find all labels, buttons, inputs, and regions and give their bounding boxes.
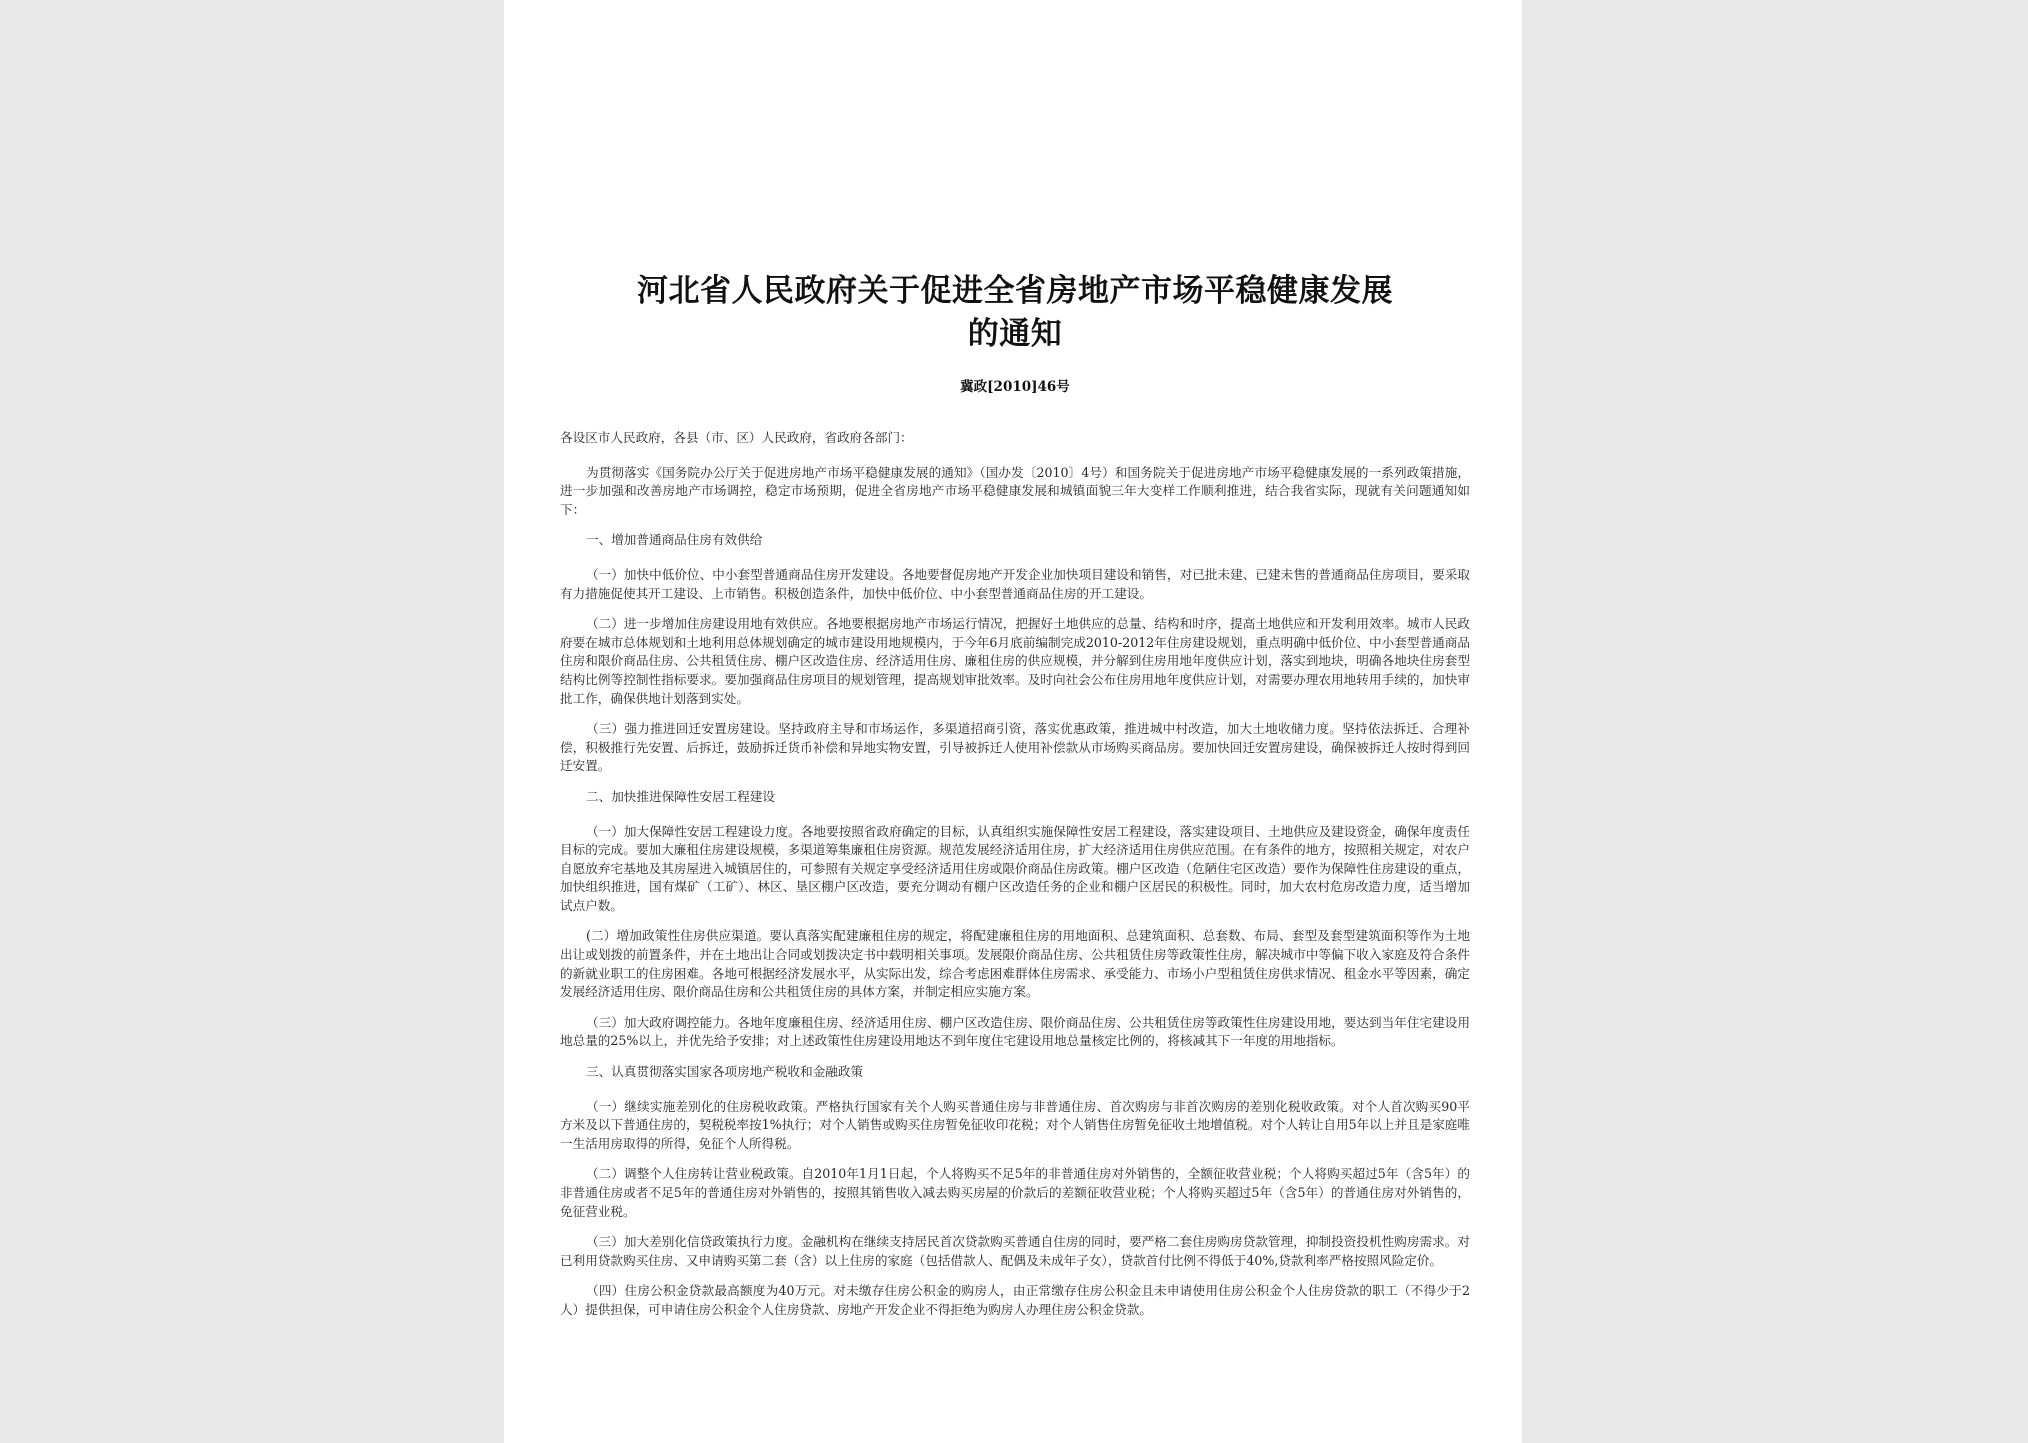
paragraph: （二）调整个人住房转让营业税政策。自2010年1月1日起，个人将购买不足5年的非普通住房对外销售的，全额征收营业税；个人将购买超过5年（含5年）的非普通住房或者不足5年的普通住房对外销售的，按照其销售收入减去购买房屋的价款后的差额征收营业税；个人将购买超过5年（含5年）的普通住房对外销售的，免征营业税。 xyxy=(560,1166,1470,1219)
section-heading: 二、加快推进保障性安居工程建设 xyxy=(586,788,775,804)
paragraph: （二）进一步增加住房建设用地有效供应。各地要根据房地产市场运行情况，把握好土地供应的总量、结构和时序，提高土地供应和开发利用效率。城市人民政府要在城市总体规划和土地利用总体规划确定的城市建设用地规模内，于今年6月底前编制完成2010-2012年住房建设规划，重点明确中低价位、中小套型普通商品住房和限价商品住房、公共租赁住房、棚户区改造住房、经济适用住房、廉租住房的供应规模，并分解到住房用地年度供应计划，落实到地块，明确各地块住房套型结构比例等控制性指标要求。要加强商品住房项目的规划管理，提高规划审批效率。及时向社会公布住房用地年度供应计划，对需要办理农用地转用手续的，加快审批工作，确保供地计划落到实处。 xyxy=(560,616,1470,706)
addressee: 各设区市人民政府，各县（市、区）人民政府，省政府各部门： xyxy=(560,430,913,445)
intro-paragraph: 为贯彻落实《国务院办公厅关于促进房地产市场平稳健康发展的通知》（国办发〔2010〕4号）和国务院关于促进房地产市场平稳健康发展的一系列政策措施，进一步加强和改善房地产市场调控，稳定市场预期，促进全省房地产市场平稳健康发展和城镇面貌三年大变样工作顺利推进，结合我省实际，现就有关问题通知如下： xyxy=(560,464,1470,517)
title-line-1: 河北省人民政府关于促进全省房地产市场平稳健康发展 xyxy=(637,273,1393,309)
paragraph: (二）增加政策性住房供应渠道。要认真落实配建廉租住房的规定，将配建廉租住房的用地面积、总建筑面积、总套数、布局、套型及套型建筑面积等作为土地出让或划拨的前置条件，并在土地出让合同或划拨决定书中载明相关事项。发展限价商品住房、公共租赁住房等政策性住房，解决城市中等偏下收入家庭及符合条件的新就业职工的住房困难。各地可根据经济发展水平，从实际出发，综合考虑困难群体住房需求、承受能力、市场小户型租赁住房供求情况、租金水平等因素，确定发展经济适用住房、限价商品住房和公共租赁住房的具体方案，并制定相应实施方案。 xyxy=(560,928,1470,1000)
paragraph: （三）强力推进回迁安置房建设。坚持政府主导和市场运作，多渠道招商引资，落实优惠政策，推进城中村改造，加大土地收储力度。坚持依法拆迁、合理补偿，积极推行先安置、后拆迁，鼓励拆迁货币补偿和异地实物安置，引导被拆迁人使用补偿款从市场购买商品房。要加快回迁安置房建设，确保被拆迁人按时得到回迁安置。 xyxy=(560,721,1470,774)
section-heading: 一、增加普通商品住房有效供给 xyxy=(586,532,763,548)
paragraph: （一）加大保障性安居工程建设力度。各地要按照省政府确定的目标，认真组织实施保障性安居工程建设，落实建设项目、土地供应及建设资金，确保年度责任目标的完成。要加大廉租住房建设规模，多渠道筹集廉租住房资源。规范发展经济适用住房，扩大经济适用住房供应范围。在有条件的地方，按照相关规定，对农户自愿放弃宅基地及其房屋进入城镇居住的，可参照有关规定享受经济适用住房或限价商品住房政策。棚户区改造（危陋住宅区改造）要作为保障性住房建设的重点，加快组织推进，国有煤矿（工矿）、林区、垦区棚户区改造，要充分调动有棚户区改造任务的企业和棚户区居民的积极性。同时，加大农村危房改造力度，适当增加试点户数。 xyxy=(560,823,1470,913)
section-heading: 三、认真贯彻落实国家各项房地产税收和金融政策 xyxy=(586,1064,864,1080)
paragraph: （四）住房公积金贷款最高额度为40万元。对未缴存住房公积金的购房人，由正常缴存住房公积金且未申请使用住房公积金个人住房贷款的职工（不得少于2人）提供担保，可申请住房公积金个人住房贷款、房地产开发企业不得拒绝为购房人办理住房公积金贷款。 xyxy=(560,1283,1470,1317)
paragraph: （三）加大差别化信贷政策执行力度。金融机构在继续支持居民首次贷款购买普通自住房的同时，要严格二套住房购房贷款管理，抑制投资投机性购房需求。对已利用贷款购买住房、又申请购买第二套（含）以上住房的家庭（包括借款人、配偶及未成年子女），贷款首付比例不得低于40%,贷款利率严格按照风险定价。 xyxy=(560,1234,1470,1268)
document-page xyxy=(504,0,1522,1443)
title-line-2: 的通知 xyxy=(967,316,1063,352)
document-content xyxy=(560,270,1470,1332)
document-title xyxy=(560,270,1470,356)
paragraph: （三）加大政府调控能力。各地年度廉租住房、经济适用住房、棚户区改造住房、限价商品住房、公共租赁住房等政策性住房建设用地，要达到当年住宅建设用地总量的25%以上，并优先给予安排；对上述政策性住房建设用地达不到年度住宅建设用地总量核定比例的，将核减其下一年度的用地指标。 xyxy=(560,1014,1470,1049)
paragraph: （一）继续实施差别化的住房税收政策。严格执行国家有关个人购买普通住房与非普通住房、首次购房与非首次购房的差别化税收政策。对个人首次购买90平方米及以下普通住房的，契税税率按1%执行；对个人销售或购买住房暂免征收印花税；对个人销售住房暂免征收土地增值税。对个人转让自用5年以上并且是家庭唯一生活用房取得的所得，免征个人所得税。 xyxy=(560,1098,1470,1151)
paragraph: （一）加快中低价位、中小套型普通商品住房开发建设。各地要督促房地产开发企业加快项目建设和销售，对已批未建、已建未售的普通商品住房项目，要采取有力措施促使其开工建设、上市销售。积极创造条件，加快中低价位、中小套型普通商品住房的开工建设。 xyxy=(560,566,1470,601)
document-number: 冀政[2010]46号 xyxy=(960,379,1070,395)
